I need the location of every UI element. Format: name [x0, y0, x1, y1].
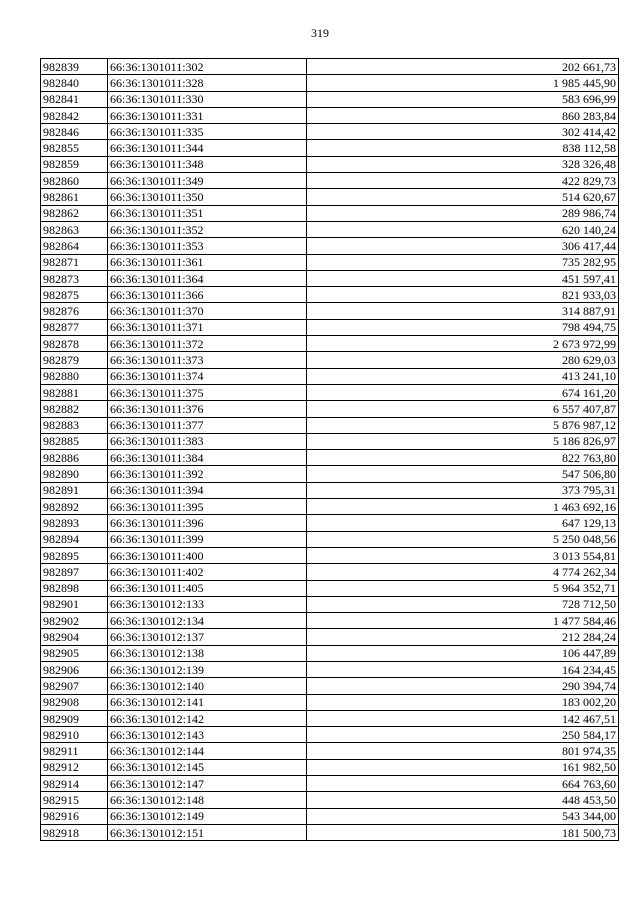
cadastral-value-table — [40, 58, 619, 841]
cadastral-value-cell: 801 974,35 — [307, 743, 619, 759]
row-id-cell: 982885 — [41, 433, 108, 449]
table-row — [41, 433, 619, 449]
row-id-cell: 982909 — [41, 710, 108, 726]
cadastral-value-cell: 735 282,95 — [307, 254, 619, 270]
cadastral-value-cell: 821 933,03 — [307, 287, 619, 303]
cadastral-value-cell: 142 467,51 — [307, 710, 619, 726]
cadastral-number-cell: 66:36:1301012:143 — [108, 727, 307, 743]
cadastral-number-cell: 66:36:1301011:402 — [108, 564, 307, 580]
cadastral-number-cell: 66:36:1301012:141 — [108, 694, 307, 710]
table-row — [41, 727, 619, 743]
row-id-cell: 982871 — [41, 254, 108, 270]
cadastral-value-cell: 674 161,20 — [307, 384, 619, 400]
table-row — [41, 384, 619, 400]
cadastral-number-cell: 66:36:1301011:353 — [108, 238, 307, 254]
row-id-cell: 982861 — [41, 189, 108, 205]
table-row — [41, 759, 619, 775]
row-id-cell: 982878 — [41, 336, 108, 352]
cadastral-number-cell: 66:36:1301012:133 — [108, 596, 307, 612]
row-id-cell: 982882 — [41, 401, 108, 417]
cadastral-number-cell: 66:36:1301011:370 — [108, 303, 307, 319]
row-id-cell: 982910 — [41, 727, 108, 743]
cadastral-value-cell: 664 763,60 — [307, 776, 619, 792]
table-row — [41, 564, 619, 580]
row-id-cell: 982841 — [41, 91, 108, 107]
cadastral-number-cell: 66:36:1301012:138 — [108, 645, 307, 661]
cadastral-number-cell: 66:36:1301011:366 — [108, 287, 307, 303]
cadastral-value-cell: 164 234,45 — [307, 661, 619, 677]
table-body — [41, 59, 619, 841]
cadastral-number-cell: 66:36:1301011:344 — [108, 140, 307, 156]
table-row — [41, 156, 619, 172]
table-row — [41, 75, 619, 91]
row-id-cell: 982876 — [41, 303, 108, 319]
row-id-cell: 982890 — [41, 466, 108, 482]
table-row — [41, 303, 619, 319]
table-row — [41, 499, 619, 515]
cadastral-number-cell: 66:36:1301011:392 — [108, 466, 307, 482]
cadastral-value-cell: 250 584,17 — [307, 727, 619, 743]
row-id-cell: 982895 — [41, 547, 108, 563]
row-id-cell: 982859 — [41, 156, 108, 172]
table-row — [41, 189, 619, 205]
table-row — [41, 221, 619, 237]
cadastral-value-cell: 4 774 262,34 — [307, 564, 619, 580]
cadastral-value-cell: 728 712,50 — [307, 596, 619, 612]
row-id-cell: 982891 — [41, 482, 108, 498]
table-row — [41, 482, 619, 498]
cadastral-number-cell: 66:36:1301011:373 — [108, 352, 307, 368]
row-id-cell: 982906 — [41, 661, 108, 677]
table-row — [41, 792, 619, 808]
table-row — [41, 417, 619, 433]
row-id-cell: 982886 — [41, 450, 108, 466]
cadastral-number-cell: 66:36:1301011:335 — [108, 124, 307, 140]
row-id-cell: 982911 — [41, 743, 108, 759]
cadastral-value-cell: 306 417,44 — [307, 238, 619, 254]
row-id-cell: 982864 — [41, 238, 108, 254]
table-row — [41, 710, 619, 726]
cadastral-number-cell: 66:36:1301011:352 — [108, 221, 307, 237]
cadastral-value-cell: 1 477 584,46 — [307, 613, 619, 629]
table-row — [41, 661, 619, 677]
row-id-cell: 982894 — [41, 531, 108, 547]
cadastral-value-cell: 212 284,24 — [307, 629, 619, 645]
cadastral-value-cell: 314 887,91 — [307, 303, 619, 319]
cadastral-number-cell: 66:36:1301012:139 — [108, 661, 307, 677]
table-row — [41, 352, 619, 368]
row-id-cell: 982914 — [41, 776, 108, 792]
cadastral-number-cell: 66:36:1301011:384 — [108, 450, 307, 466]
table-row — [41, 401, 619, 417]
cadastral-number-cell: 66:36:1301012:140 — [108, 678, 307, 694]
cadastral-number-cell: 66:36:1301012:151 — [108, 824, 307, 840]
table-row — [41, 140, 619, 156]
row-id-cell: 982840 — [41, 75, 108, 91]
table-row — [41, 743, 619, 759]
page-number: 319 — [311, 26, 329, 40]
cadastral-value-cell: 822 763,80 — [307, 450, 619, 466]
cadastral-value-cell: 5 964 352,71 — [307, 580, 619, 596]
cadastral-value-cell: 514 620,67 — [307, 189, 619, 205]
cadastral-number-cell: 66:36:1301011:377 — [108, 417, 307, 433]
cadastral-number-cell: 66:36:1301011:371 — [108, 319, 307, 335]
cadastral-number-cell: 66:36:1301011:394 — [108, 482, 307, 498]
cadastral-number-cell: 66:36:1301011:364 — [108, 270, 307, 286]
row-id-cell: 982898 — [41, 580, 108, 596]
cadastral-number-cell: 66:36:1301012:142 — [108, 710, 307, 726]
cadastral-number-cell: 66:36:1301011:375 — [108, 384, 307, 400]
table-row — [41, 678, 619, 694]
table-row — [41, 238, 619, 254]
table-row — [41, 531, 619, 547]
cadastral-value-cell: 3 013 554,81 — [307, 547, 619, 563]
cadastral-value-cell: 373 795,31 — [307, 482, 619, 498]
cadastral-number-cell: 66:36:1301011:351 — [108, 205, 307, 221]
cadastral-number-cell: 66:36:1301011:331 — [108, 107, 307, 123]
cadastral-value-cell: 860 283,84 — [307, 107, 619, 123]
cadastral-value-cell: 798 494,75 — [307, 319, 619, 335]
table-row — [41, 59, 619, 75]
cadastral-value-cell: 451 597,41 — [307, 270, 619, 286]
table-row — [41, 254, 619, 270]
cadastral-value-cell: 547 506,80 — [307, 466, 619, 482]
cadastral-value-cell: 2 673 972,99 — [307, 336, 619, 352]
cadastral-number-cell: 66:36:1301012:148 — [108, 792, 307, 808]
cadastral-number-cell: 66:36:1301012:147 — [108, 776, 307, 792]
row-id-cell: 982915 — [41, 792, 108, 808]
table-row — [41, 368, 619, 384]
cadastral-number-cell: 66:36:1301011:396 — [108, 515, 307, 531]
cadastral-number-cell: 66:36:1301011:348 — [108, 156, 307, 172]
table-row — [41, 824, 619, 840]
row-id-cell: 982904 — [41, 629, 108, 645]
cadastral-value-cell: 181 500,73 — [307, 824, 619, 840]
cadastral-number-cell: 66:36:1301011:349 — [108, 173, 307, 189]
cadastral-value-cell: 647 129,13 — [307, 515, 619, 531]
cadastral-value-cell: 202 661,73 — [307, 59, 619, 75]
row-id-cell: 982883 — [41, 417, 108, 433]
row-id-cell: 982897 — [41, 564, 108, 580]
cadastral-value-cell: 413 241,10 — [307, 368, 619, 384]
table-row — [41, 270, 619, 286]
row-id-cell: 982862 — [41, 205, 108, 221]
row-id-cell: 982902 — [41, 613, 108, 629]
cadastral-value-cell: 106 447,89 — [307, 645, 619, 661]
cadastral-number-cell: 66:36:1301012:149 — [108, 808, 307, 824]
table-row — [41, 450, 619, 466]
cadastral-value-cell: 5 876 987,12 — [307, 417, 619, 433]
cadastral-number-cell: 66:36:1301011:395 — [108, 499, 307, 515]
row-id-cell: 982901 — [41, 596, 108, 612]
cadastral-value-cell: 5 186 826,97 — [307, 433, 619, 449]
cadastral-number-cell: 66:36:1301011:400 — [108, 547, 307, 563]
row-id-cell: 982918 — [41, 824, 108, 840]
table-row — [41, 91, 619, 107]
table-row — [41, 613, 619, 629]
table-row — [41, 547, 619, 563]
table-row — [41, 173, 619, 189]
table-row — [41, 694, 619, 710]
cadastral-value-cell: 838 112,58 — [307, 140, 619, 156]
row-id-cell: 982846 — [41, 124, 108, 140]
row-id-cell: 982880 — [41, 368, 108, 384]
table-row — [41, 515, 619, 531]
cadastral-value-cell: 422 829,73 — [307, 173, 619, 189]
row-id-cell: 982855 — [41, 140, 108, 156]
table-row — [41, 645, 619, 661]
table-row — [41, 319, 619, 335]
cadastral-value-cell: 620 140,24 — [307, 221, 619, 237]
table-row — [41, 466, 619, 482]
cadastral-value-cell: 328 326,48 — [307, 156, 619, 172]
table-row — [41, 580, 619, 596]
table-row — [41, 629, 619, 645]
cadastral-value-cell: 6 557 407,87 — [307, 401, 619, 417]
table-row — [41, 808, 619, 824]
cadastral-value-cell: 543 344,00 — [307, 808, 619, 824]
cadastral-number-cell: 66:36:1301011:302 — [108, 59, 307, 75]
row-id-cell: 982877 — [41, 319, 108, 335]
table-row — [41, 124, 619, 140]
row-id-cell: 982863 — [41, 221, 108, 237]
cadastral-number-cell: 66:36:1301012:137 — [108, 629, 307, 645]
cadastral-number-cell: 66:36:1301011:372 — [108, 336, 307, 352]
row-id-cell: 982892 — [41, 499, 108, 515]
cadastral-value-cell: 161 982,50 — [307, 759, 619, 775]
cadastral-number-cell: 66:36:1301011:383 — [108, 433, 307, 449]
row-id-cell: 982860 — [41, 173, 108, 189]
cadastral-value-cell: 183 002,20 — [307, 694, 619, 710]
row-id-cell: 982839 — [41, 59, 108, 75]
row-id-cell: 982908 — [41, 694, 108, 710]
cadastral-number-cell: 66:36:1301012:145 — [108, 759, 307, 775]
cadastral-number-cell: 66:36:1301012:144 — [108, 743, 307, 759]
row-id-cell: 982905 — [41, 645, 108, 661]
cadastral-number-cell: 66:36:1301012:134 — [108, 613, 307, 629]
cadastral-value-cell: 302 414,42 — [307, 124, 619, 140]
cadastral-value-cell: 1 463 692,16 — [307, 499, 619, 515]
cadastral-number-cell: 66:36:1301011:399 — [108, 531, 307, 547]
table-row — [41, 596, 619, 612]
table-row — [41, 205, 619, 221]
cadastral-number-cell: 66:36:1301011:350 — [108, 189, 307, 205]
cadastral-number-cell: 66:36:1301011:376 — [108, 401, 307, 417]
row-id-cell: 982879 — [41, 352, 108, 368]
cadastral-number-cell: 66:36:1301011:330 — [108, 91, 307, 107]
cadastral-value-cell: 5 250 048,56 — [307, 531, 619, 547]
row-id-cell: 982912 — [41, 759, 108, 775]
table-row — [41, 336, 619, 352]
row-id-cell: 982916 — [41, 808, 108, 824]
row-id-cell: 982907 — [41, 678, 108, 694]
cadastral-value-cell: 280 629,03 — [307, 352, 619, 368]
cadastral-number-cell: 66:36:1301011:374 — [108, 368, 307, 384]
row-id-cell: 982893 — [41, 515, 108, 531]
cadastral-number-cell: 66:36:1301011:328 — [108, 75, 307, 91]
cadastral-value-cell: 448 453,50 — [307, 792, 619, 808]
cadastral-number-cell: 66:36:1301011:405 — [108, 580, 307, 596]
cadastral-value-cell: 290 394,74 — [307, 678, 619, 694]
row-id-cell: 982873 — [41, 270, 108, 286]
table-row — [41, 107, 619, 123]
table-row — [41, 776, 619, 792]
row-id-cell: 982881 — [41, 384, 108, 400]
cadastral-value-cell: 1 985 445,90 — [307, 75, 619, 91]
row-id-cell: 982842 — [41, 107, 108, 123]
cadastral-value-cell: 583 696,99 — [307, 91, 619, 107]
cadastral-value-cell: 289 986,74 — [307, 205, 619, 221]
cadastral-number-cell: 66:36:1301011:361 — [108, 254, 307, 270]
table-row — [41, 287, 619, 303]
row-id-cell: 982875 — [41, 287, 108, 303]
